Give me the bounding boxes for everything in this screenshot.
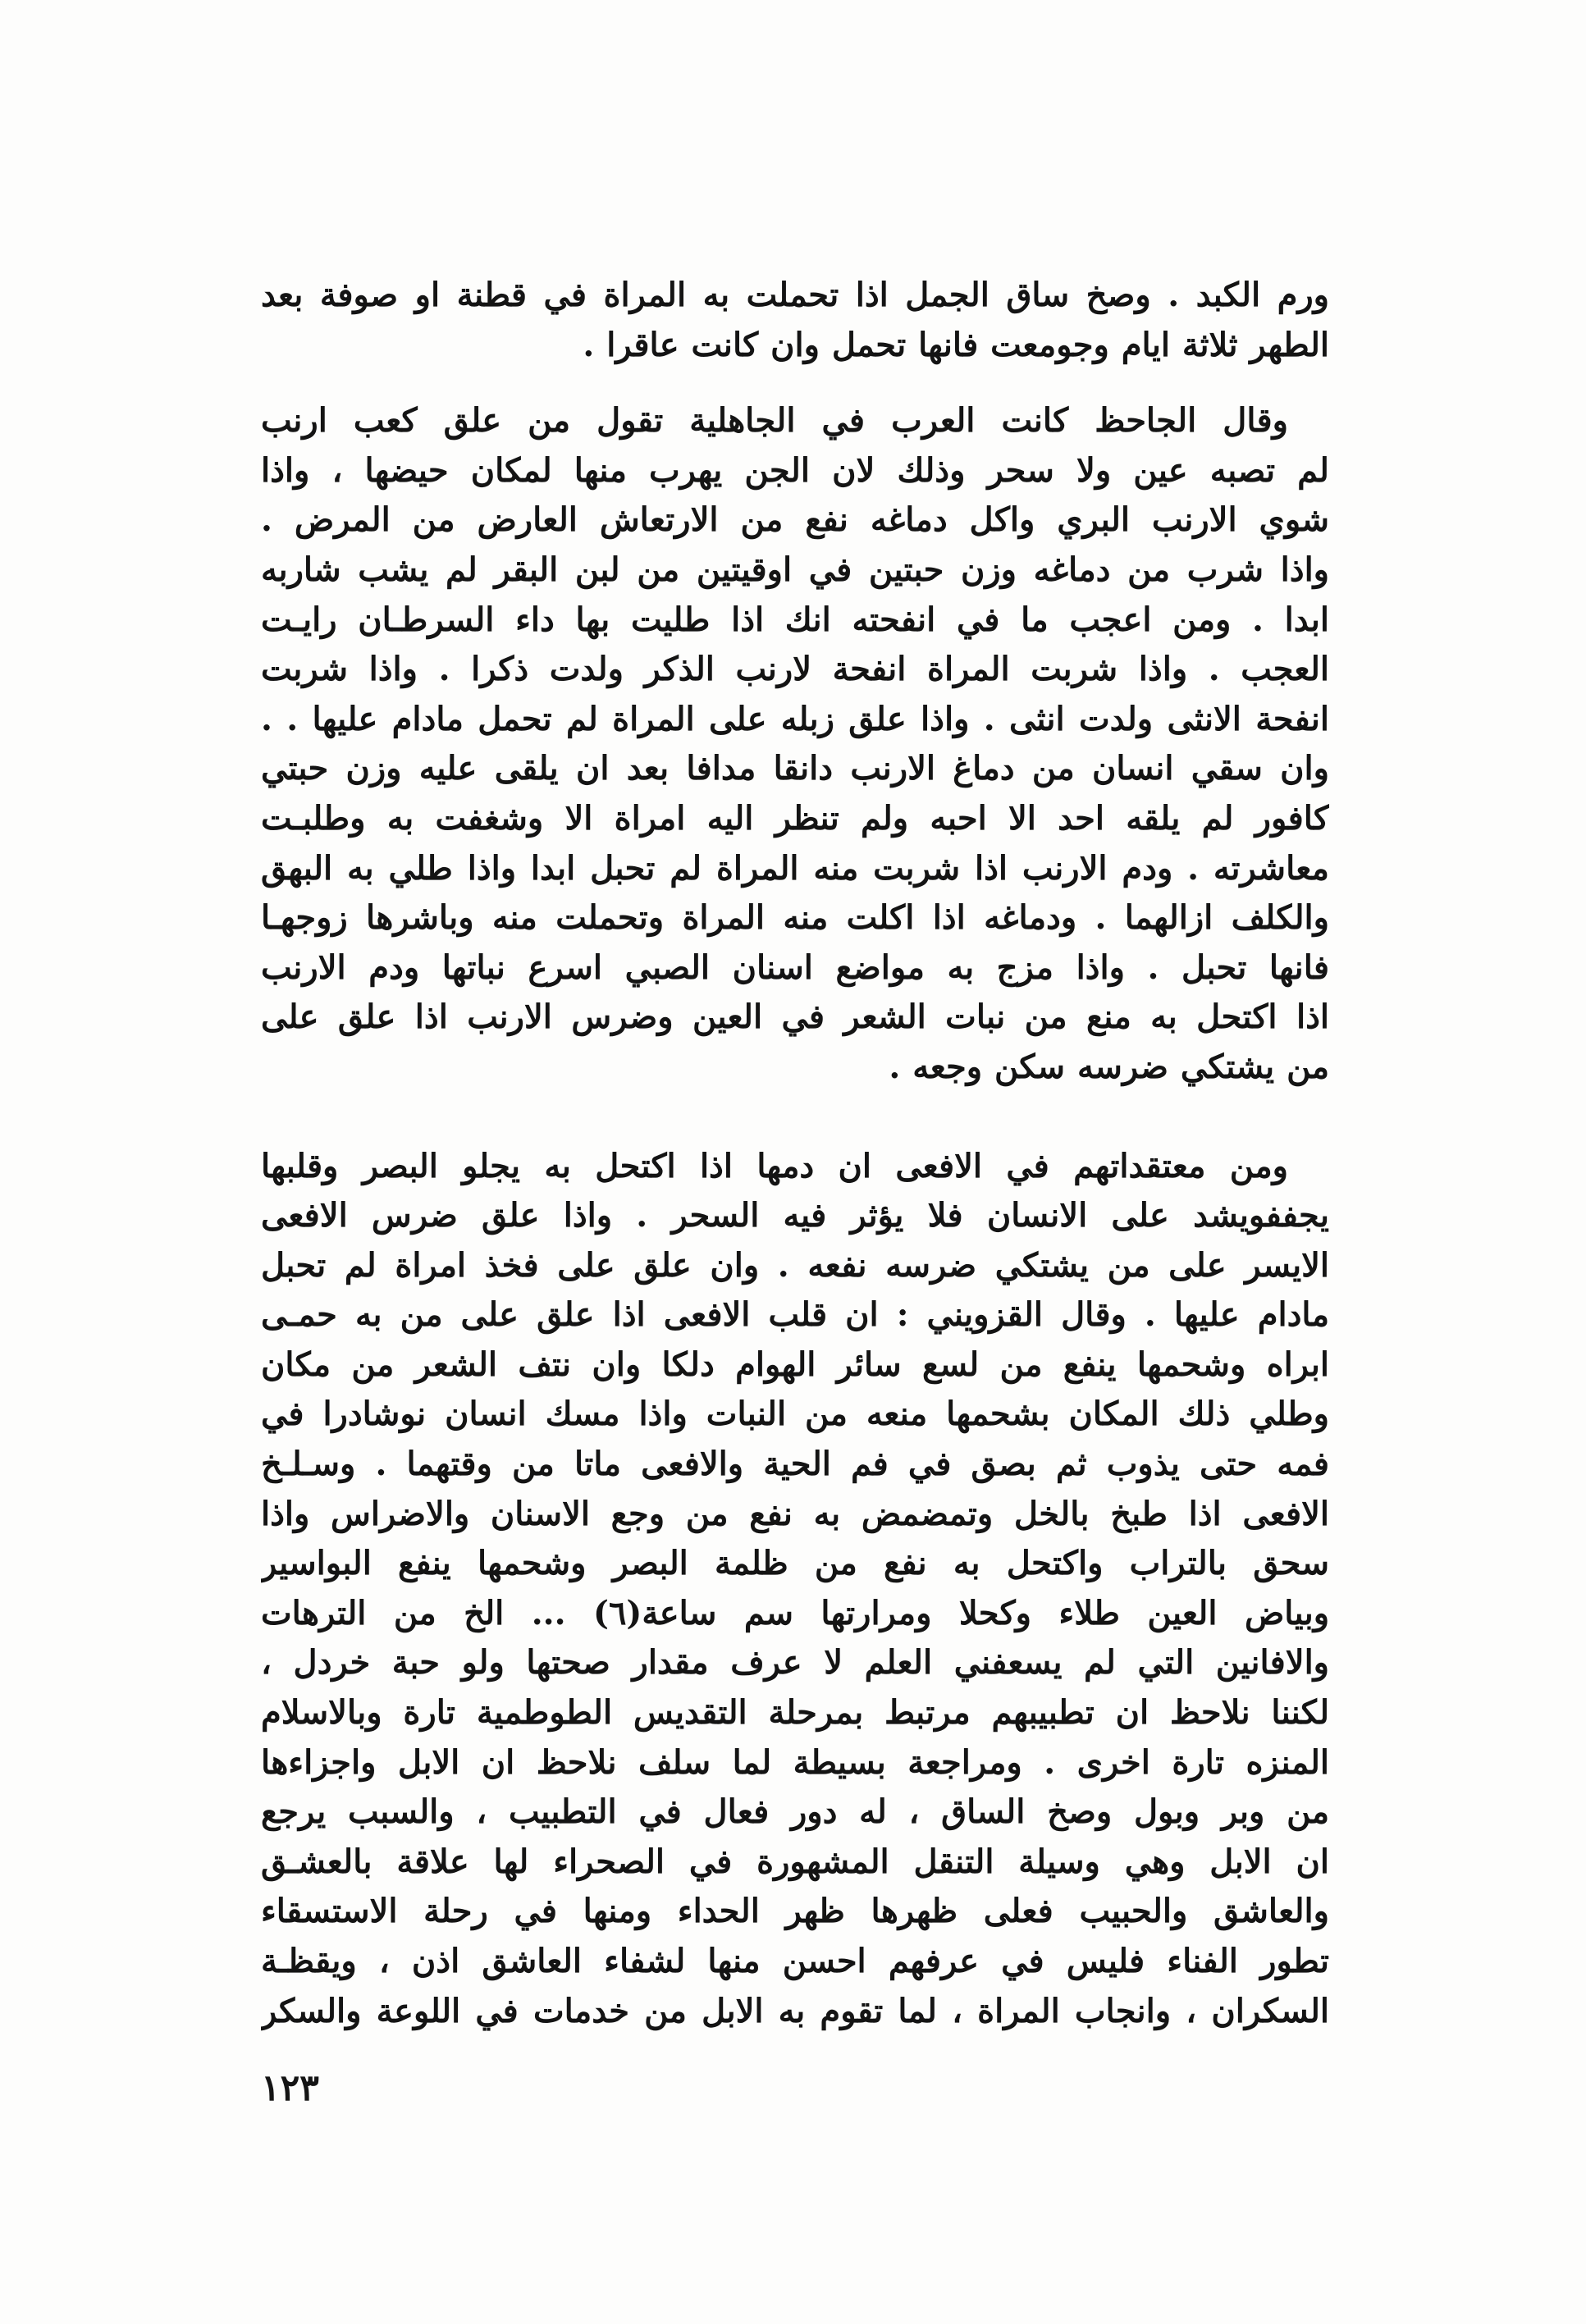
text-line: ابراه وشحمها ينفع من لسع سائر الهوام دلكا وان نتف الشعر من مكان (261, 1345, 1329, 1384)
text-line: من وبر وبول وصخ الساق ، له دور فعال في التطبيب ، والسبب يرجع (261, 1792, 1329, 1832)
body-text (261, 271, 1329, 2036)
text-line: والعاشق والحبيب فعلى ظهرها ظهر الحداء ومنها في رحلة الاستسقاء (261, 1892, 1329, 1931)
paragraph-gap (261, 370, 1329, 396)
paragraph-1 (261, 271, 1329, 370)
text-line: ورم الكبد . وصخ ساق الجمل اذا تحملت به المراة في قطنة او صوفة بعد (261, 276, 1329, 314)
text-line: الايسر على من يشتكي ضرسه نفعه . وان علق على فخذ امراة لم تحبل (261, 1245, 1329, 1285)
text-line: وقال الجاحظ كانت العرب في الجاهلية تقول من علق كعب ارنب (261, 401, 1288, 441)
text-line: العجب . واذا شربت المراة انفحة لارنب الذكر ولدت ذكرا . واذا شربت (261, 650, 1329, 689)
text-line: سحق بالتراب واكتحل به نفع من ظلمة البصر وشحمها ينفع البواسير (261, 1544, 1329, 1583)
text-line: شوي الارنب البري واكل دماغه نفع من الارتعاش العارض من المرض . (261, 500, 1329, 540)
text-line: ان الابل وهي وسيلة التنقل المشهورة في الصحراء لها علاقة بالعشـق (261, 1842, 1329, 1881)
text-line: كافور لم يلقه احد الا احبه ولم تنظر اليه امراة الا وشغفت به وطلبـت (261, 798, 1329, 838)
text-line: والكلف ازالهما . ودماغه اذا اكلت منه المراة وتحملت منه وباشرها زوجهـا (261, 898, 1329, 938)
paragraph-2 (261, 396, 1329, 1092)
text-line: من يشتكي ضرسه سكن وجعه . (889, 1047, 1329, 1086)
text-line: وان سقي انسان من دماغ الارنب دانقا مدافا بعد ان يلقى عليه وزن حبتي (261, 749, 1329, 788)
text-line: والافانين التي لم يسعفني العلم لا عرف مقدار صحتها ولو حبة خردل ، (261, 1643, 1329, 1683)
text-line: تطور الفناء فليس في عرفهم احسن منها لشفاء العاشق اذن ، ويقظـة (261, 1942, 1329, 1980)
paragraph-3 (261, 1142, 1329, 2037)
text-line: مادام عليها . وقال القزويني : ان قلب الافعى اذا علق على من به حمـى (261, 1295, 1329, 1335)
text-line: وبياض العين طلاء وكحلا ومرارتها سم ساعة(٦) ... الخ من الترهات (261, 1593, 1329, 1632)
page-number: ١٢٣ (261, 2067, 319, 2109)
text-line: انفحة الانثى ولدت انثى . واذا علق زبله على المراة لم تحمل مادام عليها . . (261, 699, 1329, 738)
text-line: ابدا . ومن اعجب ما في انفحته انك اذا طليت بها داء السرطـان رايـت (261, 600, 1329, 639)
text-line: لم تصبه عين ولا سحر وذلك لان الجن يهرب منها لمكان حيضها ، واذا (261, 450, 1329, 490)
text-line: الافعى اذا طبخ بالخل وتمضمض به نفع من وجع الاسنان والاضراس واذا (261, 1494, 1329, 1533)
text-line: الطهر ثلاثة ايام وجومعت فانها تحمل وان كانت عاقرا . (583, 325, 1329, 364)
text-line: السكران ، وانجاب المراة ، لما تقوم به الابل من خدمات في اللوعة والسكر (261, 1991, 1329, 2030)
text-line: وطلي ذلك المكان بشحمها منعه من النبات واذا مسك انسان نوشادرا في (261, 1395, 1329, 1434)
text-line: معاشرته . ودم الارنب اذا شربت منه المراة لم تحبل ابدا واذا طلي به البهق (261, 848, 1329, 888)
text-line: يجففويشد على الانسان فلا يؤثر فيه السحر . واذا علق ضرس الافعى (261, 1196, 1329, 1235)
text-line: لكننا نلاحظ ان تطبيبهم مرتبط بمرحلة التقديس الطوطمية تارة وبالاسلام (261, 1693, 1329, 1733)
paragraph-gap (261, 1093, 1329, 1142)
text-line: فمه حتى يذوب ثم بصق في فم الحية والافعى ماتا من وقتهما . وسـلـخ (261, 1445, 1329, 1484)
text-line: اذا اكتحل به منع من نبات الشعر في العين وضرس الارنب اذا علق على (261, 998, 1329, 1037)
text-line: فانها تحبل . واذا مزج به مواضع اسنان الصبي اسرع نباتها ودم الارنب (261, 947, 1329, 987)
text-line: ومن معتقداتهم في الافعى ان دمها اذا اكتحل به يجلو البصر وقلبها (261, 1146, 1288, 1185)
text-line: المنزه تارة اخرى . ومراجعة بسيطة لما سلف نلاحظ ان الابل واجزاءها (261, 1742, 1329, 1782)
text-line: واذا شرب من دماغه وزن حبتين في اوقيتين من لبن البقر لم يشب شاربه (261, 550, 1329, 589)
